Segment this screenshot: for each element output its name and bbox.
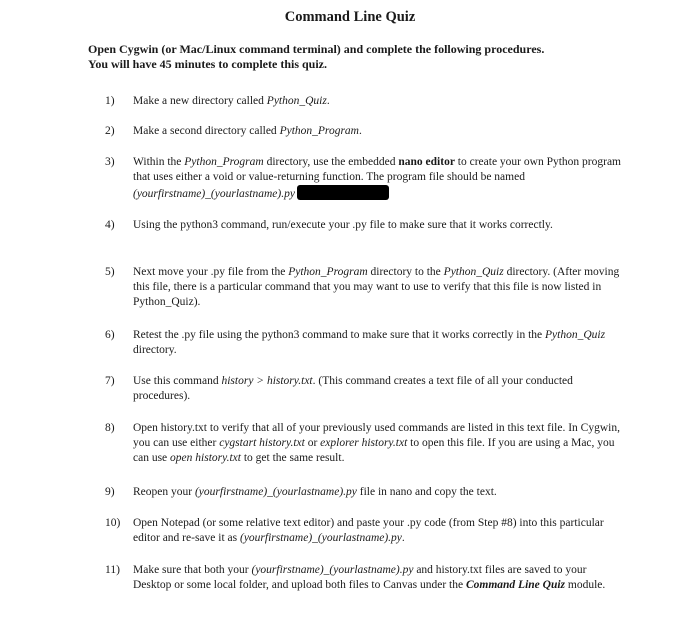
redacted-block: [297, 185, 389, 200]
page-title: Command Line Quiz: [284, 9, 416, 25]
list-item: [105, 421, 625, 466]
list-item: [105, 124, 625, 139]
item-text: Next move your .py file from the Python_Program directory to the Python_Quiz directory. (After moving this file, there is a particular command that you may want to use to verify that this file is now listed in Python_Quiz).: [133, 266, 620, 308]
intro-instructions: [88, 42, 648, 72]
item-number: 2): [105, 125, 115, 137]
item-number: 1): [105, 95, 115, 107]
item-number: 5): [105, 266, 115, 278]
item-number: 10): [105, 517, 121, 529]
item-text: Open Notepad (or some relative text editor) and paste your .py code (from Step #8) into this particular editor and re-save it as (yourfirstname)_(yourlastname).py.: [133, 517, 604, 544]
item-text: Make a new directory called Python_Quiz.: [133, 95, 330, 107]
item-text: Use this command history > history.txt. (This command creates a text file of all your conducted procedures).: [133, 375, 573, 402]
list-item: [105, 265, 625, 310]
list-item: [105, 374, 625, 404]
list-item: [105, 563, 625, 593]
item-text: Open history.txt to verify that all of your previously used commands are listed in this text file. In Cygwin, you can use either cygstart history.txt or explorer history.txt to open this file. If you are using a Mac, you can use open history.txt to get the same result.: [133, 422, 620, 464]
item-number: 9): [105, 486, 115, 498]
item-text: Within the Python_Program directory, use the embedded nano editor to create your own Python program that uses either a void or value-returning function. The program file should be named (yourfirstname)_(yourlastname).py: [133, 156, 621, 200]
item-text: Make a second directory called Python_Program.: [133, 125, 362, 137]
intro-line-1: Open Cygwin (or Mac/Linux command terminal) and complete the following procedures.: [88, 42, 545, 56]
item-text: Retest the .py file using the python3 command to make sure that it works correctly in the Python_Quiz directory.: [133, 329, 606, 356]
item-number: 11): [105, 564, 120, 576]
item-number: 4): [105, 219, 115, 231]
item-number: 3): [105, 156, 115, 168]
list-item: [105, 94, 625, 109]
item-text: Using the python3 command, run/execute your .py file to make sure that it works correctly.: [133, 219, 553, 231]
item-number: 8): [105, 422, 115, 434]
item-text: Make sure that both your (yourfirstname)_(yourlastname).py and history.txt files are saved to your Desktop or some local folder, and upload both files to Canvas under the Command Line Quiz module.: [133, 564, 606, 591]
list-item: [105, 218, 625, 233]
item-number: 6): [105, 329, 115, 341]
item-number: 7): [105, 375, 115, 387]
list-item: [105, 516, 625, 546]
intro-line-2: You will have 45 minutes to complete this quiz.: [88, 57, 328, 71]
item-text: Reopen your (yourfirstname)_(yourlastname).py file in nano and copy the text.: [133, 486, 497, 498]
list-item: [105, 328, 625, 358]
list-item: [105, 155, 625, 202]
list-item: [105, 485, 625, 500]
